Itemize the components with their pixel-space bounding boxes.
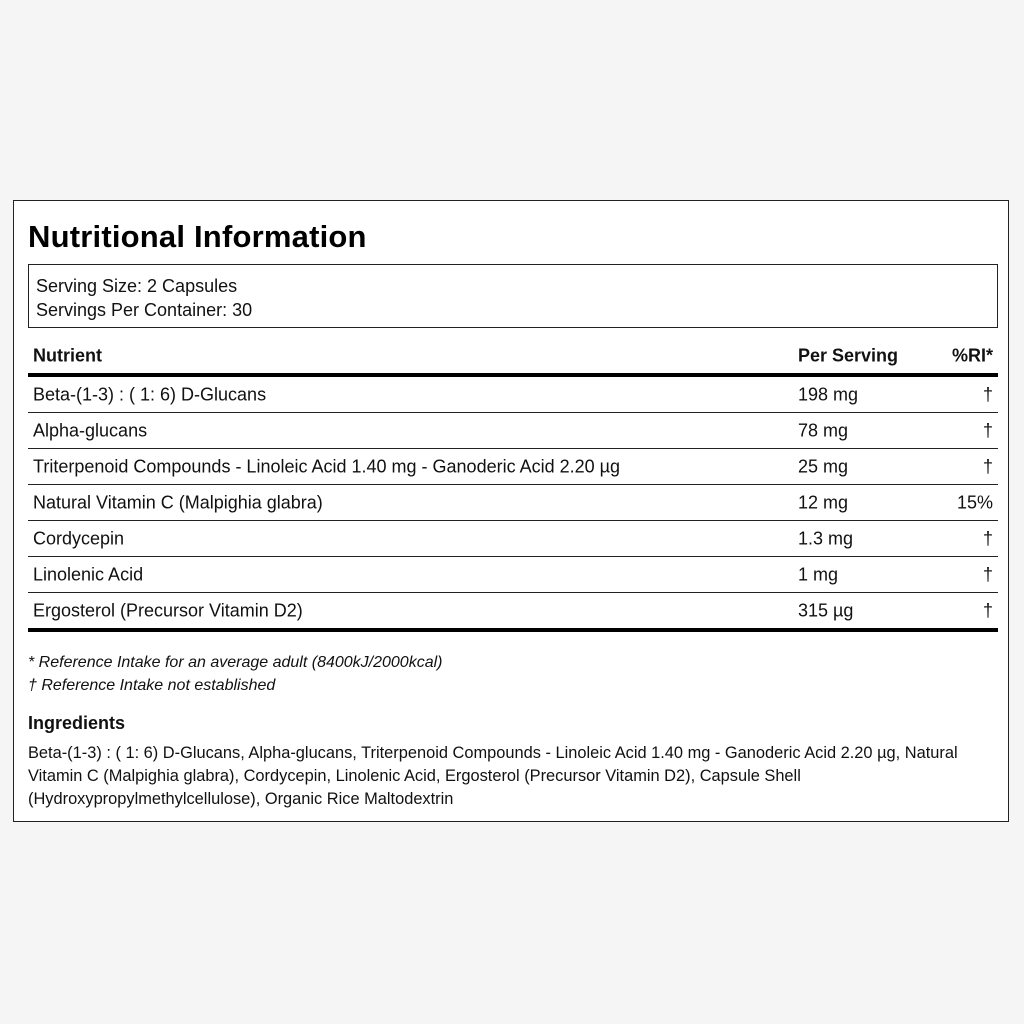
table-row xyxy=(28,377,998,413)
table-row xyxy=(28,413,998,449)
nutrient-name: Natural Vitamin C (Malpighia glabra) xyxy=(33,492,323,512)
per-serving-value: 78 mg xyxy=(798,420,849,440)
header-per-serving: Per Serving xyxy=(798,345,899,366)
nutrient-name: Triterpenoid Compounds - Linoleic Acid 1.40 mg - Ganoderic Acid 2.20 µg xyxy=(33,456,621,476)
nutrient-name: Linolenic Acid xyxy=(33,564,144,584)
table-row xyxy=(28,521,998,557)
nutrient-table xyxy=(28,339,998,632)
per-serving-value: 1 mg xyxy=(798,564,839,584)
table-row xyxy=(28,593,998,632)
footnote-reference-intake: * Reference Intake for an average adult (8400kJ/2000kcal) xyxy=(28,654,443,671)
footnote-not-established: † Reference Intake not established xyxy=(28,677,276,694)
ri-value: † xyxy=(982,528,993,548)
ingredients-list: Beta-(1-3) : ( 1: 6) D-Glucans, Alpha-glucans, Triterpenoid Compounds - Linoleic Acid 1.40 mg - Ganoderic Acid 2.20 µg, Natural Vitamin C (Malpighia glabra), Cordycepin, Linolenic Acid, Ergosterol (Precursor Vitamin D2), Capsule Shell (Hydroxypropylmethylcellulose), Organic Rice Maltodextrin xyxy=(28,744,958,808)
nutrient-name: Ergosterol (Precursor Vitamin D2) xyxy=(33,600,303,620)
footnotes xyxy=(28,651,442,697)
ri-value: † xyxy=(982,456,993,476)
table-row xyxy=(28,485,998,521)
nutrient-name: Alpha-glucans xyxy=(33,420,148,440)
header-nutrient: Nutrient xyxy=(33,345,102,366)
ri-value: † xyxy=(982,384,993,404)
ri-value: † xyxy=(982,600,993,620)
per-serving-value: 1.3 mg xyxy=(798,528,854,548)
header-ri: %RI* xyxy=(951,345,993,366)
nutrient-name: Cordycepin xyxy=(33,528,125,548)
serving-size: Serving Size: 2 Capsules xyxy=(36,276,238,296)
serving-info-box xyxy=(28,264,998,328)
ingredients-heading: Ingredients xyxy=(28,713,126,733)
table-row xyxy=(28,557,998,593)
servings-per-container: Servings Per Container: 30 xyxy=(36,300,253,320)
panel-title: Nutritional Information xyxy=(28,219,367,254)
nutrient-name: Beta-(1-3) : ( 1: 6) D-Glucans xyxy=(33,384,267,404)
per-serving-value: 12 mg xyxy=(798,492,849,512)
ri-value: † xyxy=(982,564,993,584)
ri-value: 15% xyxy=(956,492,993,512)
ri-value: † xyxy=(982,420,993,440)
per-serving-value: 198 mg xyxy=(798,384,859,404)
nutrition-panel xyxy=(13,200,1009,822)
table-header xyxy=(28,339,998,377)
per-serving-value: 315 µg xyxy=(798,600,854,620)
table-row xyxy=(28,449,998,485)
per-serving-value: 25 mg xyxy=(798,456,849,476)
